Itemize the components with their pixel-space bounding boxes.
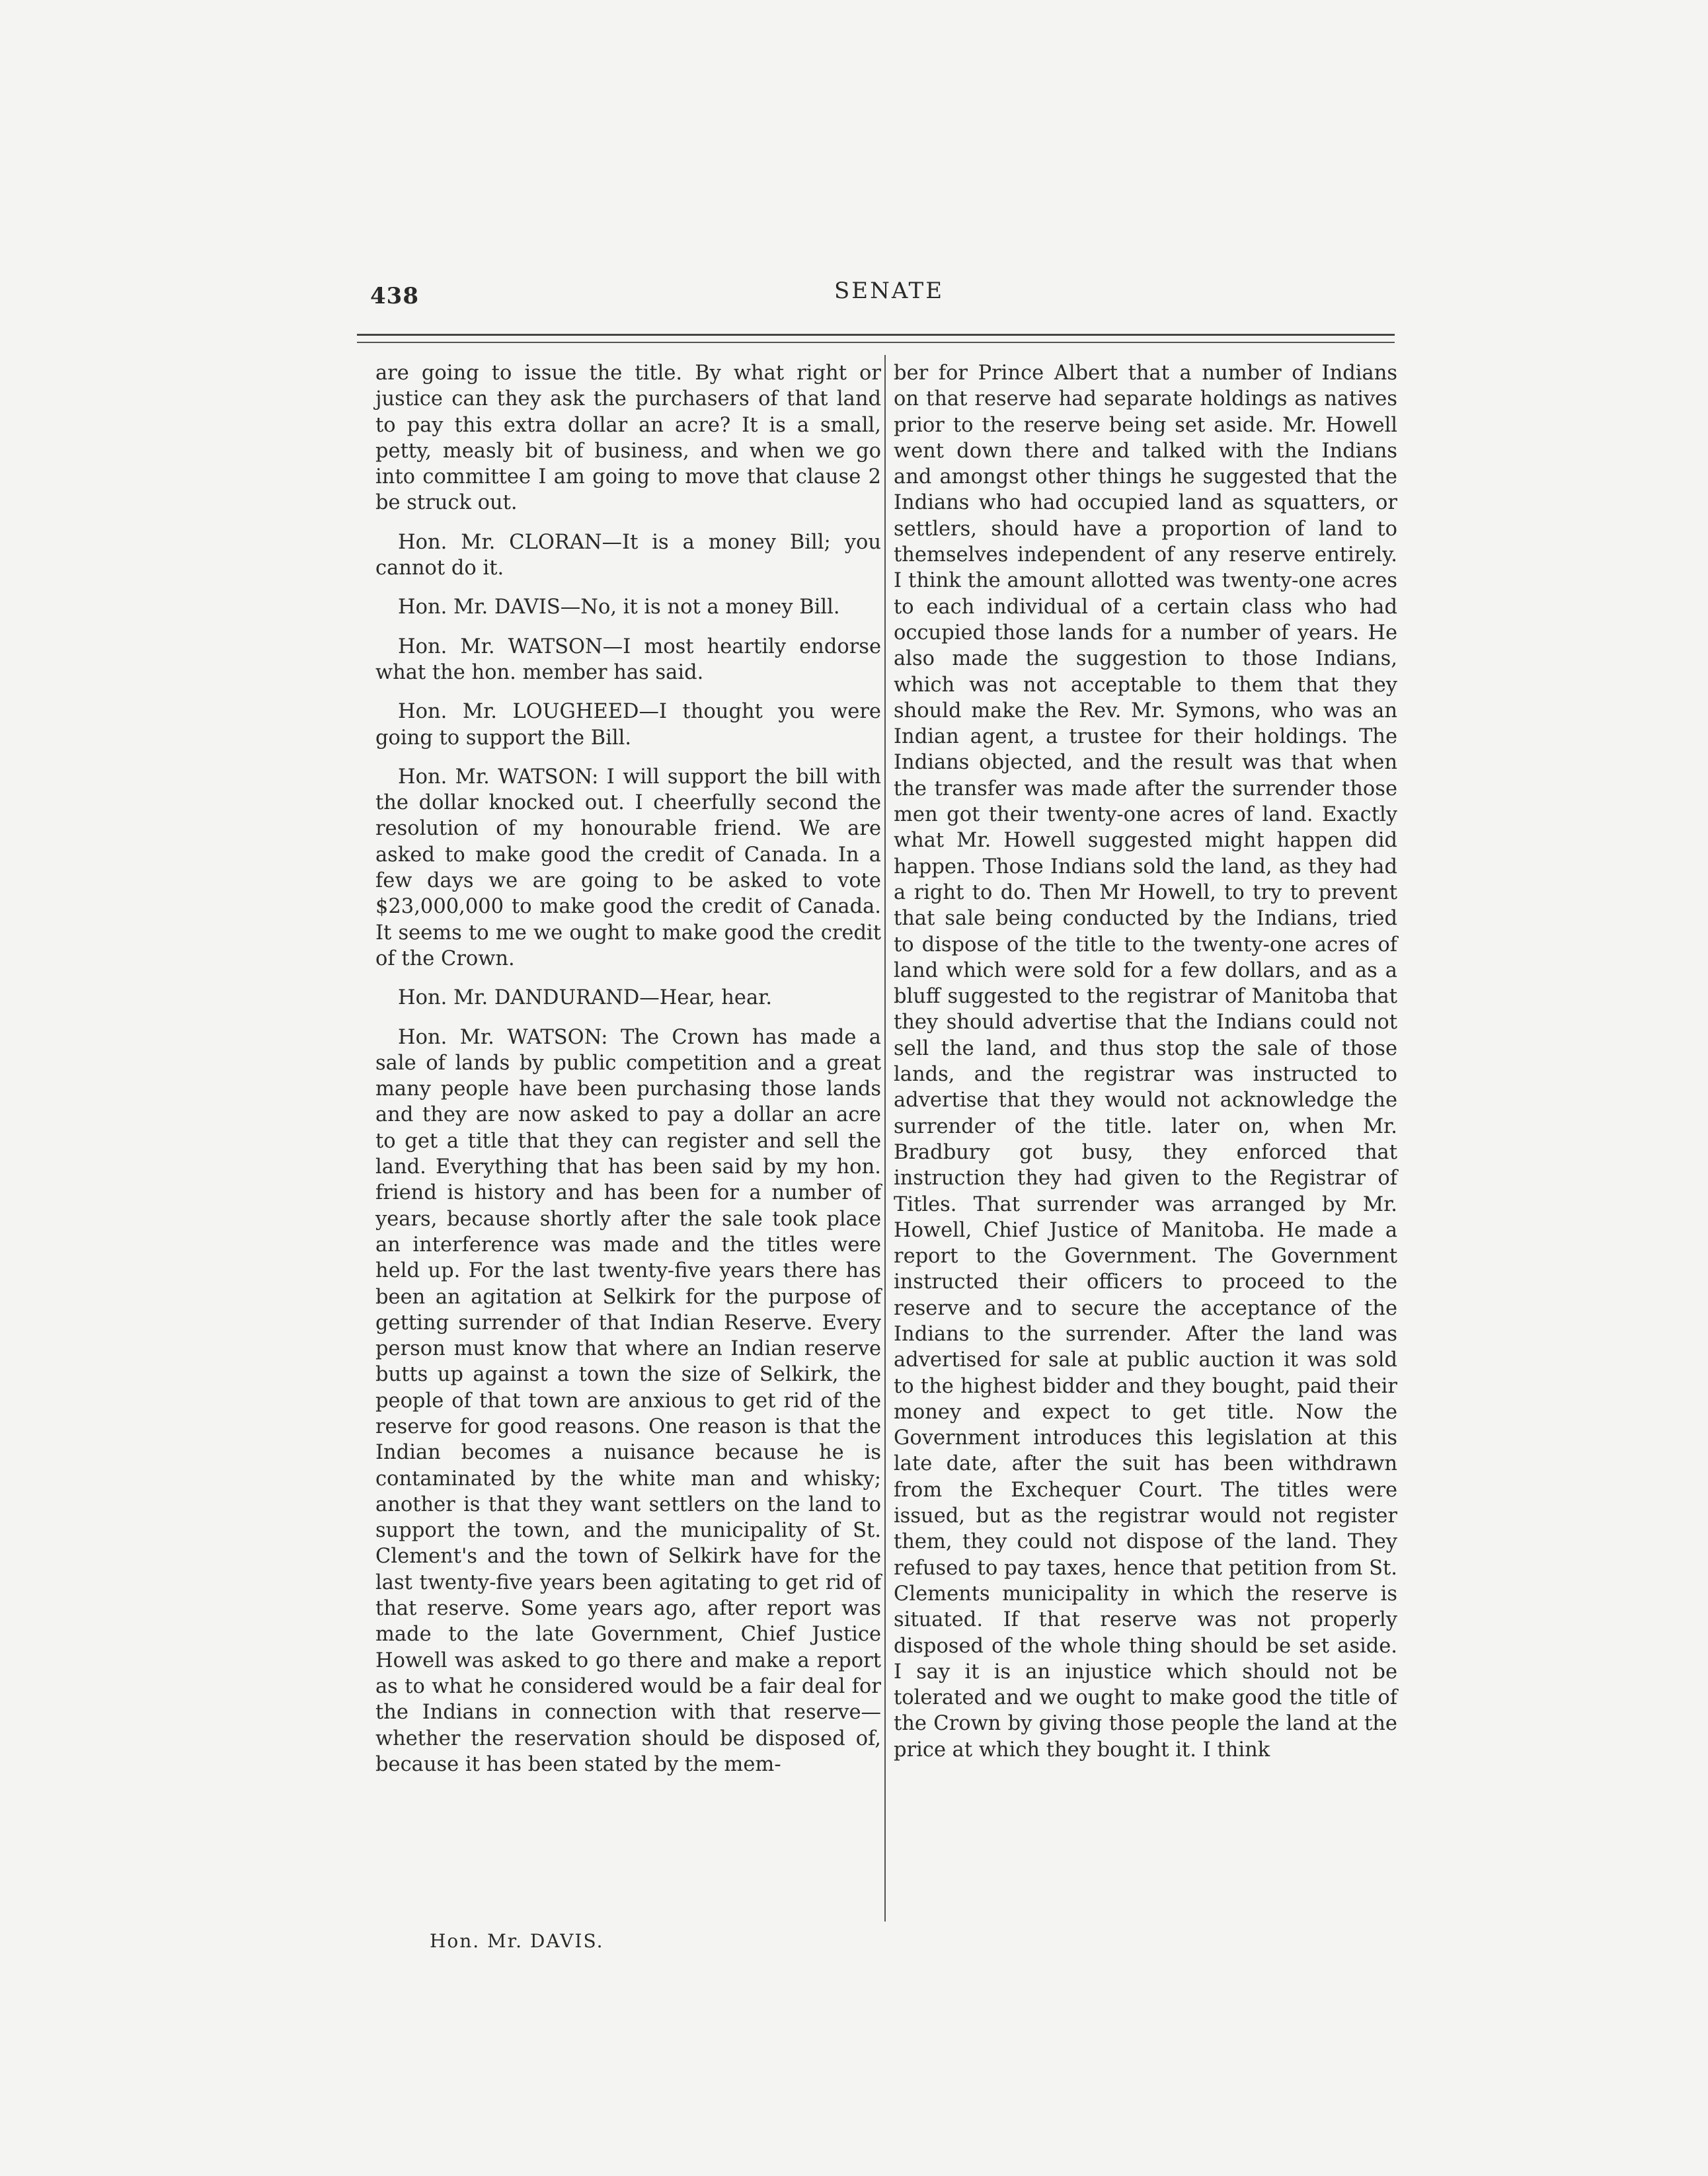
header-rule xyxy=(357,342,1395,343)
header-rule xyxy=(357,334,1395,336)
right-column xyxy=(894,360,1397,1763)
paragraph: Hon. Mr. DANDURAND—Hear, hear. xyxy=(398,986,773,1010)
footer-running-name: Hon. Mr. DAVIS. xyxy=(430,1930,604,1952)
paragraph: are going to issue the title. By what right or justice can they ask the purchasers of that land to pay this extra dollar an acre? It is a small, petty, measly bit of business, and when we go into committee I am going to move that clause 2 be struck out. xyxy=(375,362,881,515)
page-number: 438 xyxy=(370,283,419,309)
paragraph: Hon. Mr. LOUGHEED—I thought you were going to support the Bill. xyxy=(375,700,881,750)
paragraph: Hon. Mr. WATSON—I most heartily endorse what the hon. member has said. xyxy=(375,635,881,684)
paragraph: Hon. Mr. CLORAN—It is a money Bill; you cannot do it. xyxy=(375,530,881,580)
page-title: SENATE xyxy=(834,278,945,304)
paragraph: Hon. Mr. WATSON: I will support the bill with the dollar knocked out. I cheerfully second the resolution of my honourable friend. We are asked to make good the credit of Canada. In a few days we are going to be asked to vote $23,000,000 to make good the credit of Canada. It seems to me we ought to make good the credit of the Crown. xyxy=(375,765,881,970)
column-divider xyxy=(884,355,886,1922)
left-column xyxy=(375,360,881,1777)
paragraph: ber for Prince Albert that a number of Indians on that reserve had separate holdings as natives prior to the reserve being set aside. Mr. Howell went down there and talked with the Indians and amongst other things he suggested that the Indians who had occupied land as squatters, or settlers, should have a proportion of land to themselves independent of any reserve entirely. I think the amount allotted was twenty-one acres to each individual of a certain class who had occupied those lands for a number of years. He also made the suggestion to those Indians, which was not acceptable to them that they should make the Rev. Mr. Symons, who was an Indian agent, a trustee for their holdings. The Indians objected, and the result was that when the transfer was made after the surrender those men got their twenty-one acres of land. Exactly what Mr. Howell suggested might happen did happen. Those Indians sold the land, as they had a right to do. Then Mr Howell, to try to prevent that sale being conducted by the Indians, tried to dispose of the title to the twenty-one acres of land which were sold for a few dollars, and as a bluff suggested to the registrar of Manitoba that they should advertise that the Indians could not sell the land, and thus stop the sale of those lands, and the registrar was instructed to advertise that they would not acknowledge the surrender of the title. later on, when Mr. Bradbury got busy, they enforced that instruction they had given to the Registrar of Titles. That surrender was arranged by Mr. Howell, Chief Justice of Manitoba. He made a report to the Government. The Government instructed their officers to proceed to the reserve and to secure the acceptance of the Indians to the surrender. After the land was advertised for sale at public auction it was sold to the highest bidder and they bought, paid their money and expect to get title. Now the Government introduces this legislation at this late date, after the suit has been withdrawn from the Exchequer Court. The titles were issued, but as the registrar would not register them, they could not dispose of the land. They refused to pay taxes, hence that petition from St. Clements municipality in which the reserve is situated. If that reserve was not properly disposed of the whole thing should be set aside. I say it is an injustice which should not be tolerated and we ought to make good the title of the Crown by giving those people the land at the price at which they bought it. I think xyxy=(894,362,1397,1762)
paragraph: Hon. Mr. WATSON: The Crown has made a sale of lands by public competition and a great many people have been purchasing those lands and they are now asked to pay a dollar an acre to get a title that they can register and sell the land. Everything that has been said by my hon. friend is history and has been for a number of years, because shortly after the sale took place an interference was made and the titles were held up. For the last twenty-five years there has been an agitation at Selkirk for the purpose of getting surrender of that Indian Reserve. Every person must know that where an Indian reserve butts up against a town the size of Selkirk, the people of that town are anxious to get rid of the reserve for good reasons. One reason is that the Indian becomes a nuisance because he is contaminated by the white man and whisky; another is that they want settlers on the land to support the town, and the municipality of St. Clement's and the town of Selkirk have for the last twenty-five years been agitating to get rid of that reserve. Some years ago, after report was made to the late Government, Chief Justice Howell was asked to go there and make a report as to what he considered would be a fair deal for the Indians in connection with that reserve—whether the reservation should be disposed of, because it has been stated by the mem- xyxy=(375,1025,881,1776)
paragraph: Hon. Mr. DAVIS—No, it is not a money Bill. xyxy=(398,596,840,619)
